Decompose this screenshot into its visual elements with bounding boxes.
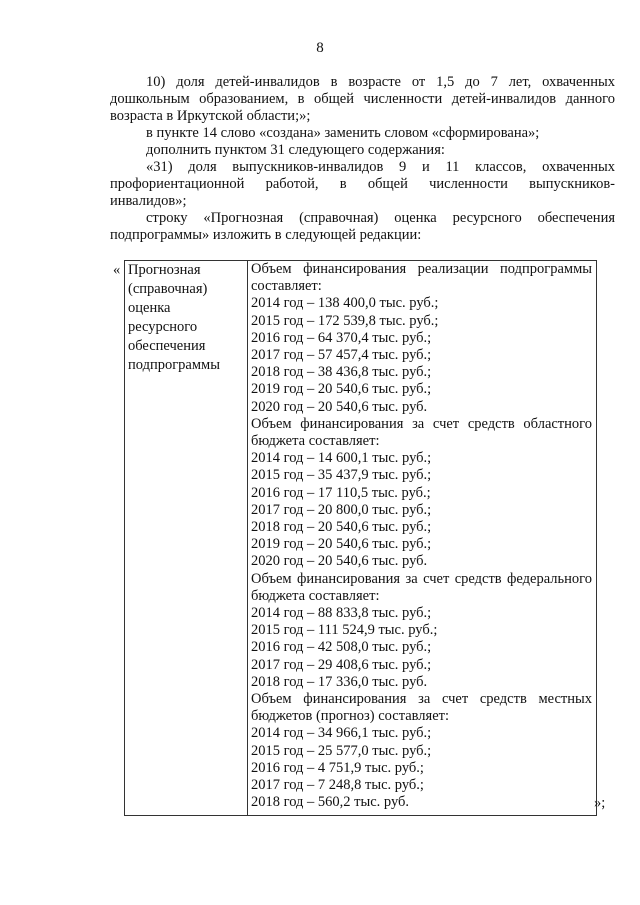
left-cell-line: (справочная) <box>128 281 208 297</box>
table-row <box>125 261 597 816</box>
open-quote: « <box>113 262 121 278</box>
right-cell-line: Объем финансирования реализации подпрограммы <box>251 261 592 277</box>
right-cell-line: 2015 год – 25 577,0 тыс. руб.; <box>251 742 432 759</box>
paragraph-line: в пункте 14 слово «создана» заменить словом «сформирована»; <box>146 125 540 141</box>
right-cell-line: 2014 год – 14 600,1 тыс. руб.; <box>251 450 432 467</box>
right-cell-line: 2016 год – 17 110,5 тыс. руб.; <box>251 484 431 501</box>
right-cell-line: 2014 год – 138 400,0 тыс. руб.; <box>251 295 439 312</box>
right-cell-line: 2020 год – 20 540,6 тыс. руб. <box>251 398 428 415</box>
paragraph-line: инвалидов»; <box>110 193 187 209</box>
paragraph-line: дополнить пунктом 31 следующего содержания: <box>146 142 445 158</box>
right-cell-line: 2019 год – 20 540,6 тыс. руб.; <box>251 381 432 398</box>
right-cell-line: бюджета составляет: <box>251 587 380 604</box>
right-cell-line: 2017 год – 57 457,4 тыс. руб.; <box>251 347 432 364</box>
paragraph-line: дошкольным образованием, в общей численности детей-инвалидов данного <box>110 91 615 107</box>
right-cell-line: бюджета составляет: <box>251 433 380 450</box>
right-cell-line: 2014 год – 34 966,1 тыс. руб.; <box>251 725 432 742</box>
right-cell-line: бюджетов (прогноз) составляет: <box>251 708 450 725</box>
right-cell-line: Объем финансирования за счет средств федерального <box>251 570 592 587</box>
paragraph-line: строку «Прогнозная (справочная) оценка ресурсного обеспечения <box>146 210 615 226</box>
close-quote: »; <box>594 795 606 811</box>
left-cell-line: ресурсного <box>128 319 198 335</box>
right-cell-line: 2016 год – 64 370,4 тыс. руб.; <box>251 329 432 346</box>
right-cell-line: Объем финансирования за счет средств областного <box>251 415 592 432</box>
right-cell-line: 2015 год – 172 539,8 тыс. руб.; <box>251 312 439 329</box>
right-cell-line: 2015 год – 35 437,9 тыс. руб.; <box>251 467 432 484</box>
left-cell-line: оценка <box>128 300 171 316</box>
resource-table <box>124 260 597 816</box>
right-cell-line: 2016 год – 4 751,9 тыс. руб.; <box>251 759 424 776</box>
paragraph-line: подпрограммы» изложить в следующей редакции: <box>110 227 422 243</box>
table-right-cell <box>248 261 597 816</box>
right-cell-line: составляет: <box>251 278 322 295</box>
page-number: 8 <box>316 40 324 56</box>
paragraph-line: «31) доля выпускников-инвалидов 9 и 11 классов, охваченных <box>146 159 615 175</box>
right-cell-line: 2018 год – 560,2 тыс. руб. <box>251 794 410 811</box>
right-cell-line: 2020 год – 20 540,6 тыс. руб. <box>251 553 428 570</box>
table-left-cell <box>125 261 248 816</box>
paragraph-line: профориентационной работой, в общей численности выпускников- <box>110 176 615 192</box>
right-cell-line: 2015 год – 111 524,9 тыс. руб.; <box>251 622 438 639</box>
left-cell-line: подпрограммы <box>128 357 220 373</box>
paragraph-line: 10) доля детей-инвалидов в возрасте от 1,5 до 7 лет, охваченных <box>146 74 615 90</box>
paragraph-line: возраста в Иркутской области;»; <box>110 108 311 124</box>
left-cell-line: Прогнозная <box>128 262 201 278</box>
right-cell-line: 2017 год – 20 800,0 тыс. руб.; <box>251 501 432 518</box>
right-cell-line: 2014 год – 88 833,8 тыс. руб.; <box>251 605 432 622</box>
right-cell-line: 2019 год – 20 540,6 тыс. руб.; <box>251 536 432 553</box>
right-cell-line: 2017 год – 29 408,6 тыс. руб.; <box>251 656 432 673</box>
right-cell-line: 2018 год – 20 540,6 тыс. руб.; <box>251 519 432 536</box>
right-cell-line: 2016 год – 42 508,0 тыс. руб.; <box>251 639 432 656</box>
right-cell-line: 2017 год – 7 248,8 тыс. руб.; <box>251 777 424 794</box>
right-cell-line: 2018 год – 17 336,0 тыс. руб. <box>251 673 428 690</box>
right-cell-line: Объем финансирования за счет средств местных <box>251 691 592 708</box>
right-cell-line: 2018 год – 38 436,8 тыс. руб.; <box>251 364 432 381</box>
left-cell-line: обеспечения <box>128 338 206 354</box>
